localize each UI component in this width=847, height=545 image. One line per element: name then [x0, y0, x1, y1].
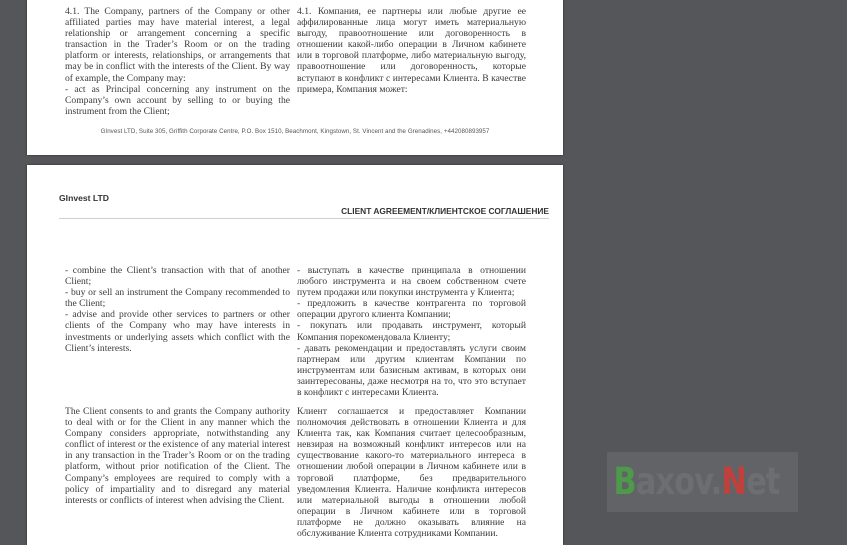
document-page-2	[27, 165, 563, 545]
section-4-1-russian	[297, 6, 526, 95]
watermark-letter-n: N	[721, 460, 747, 503]
list-item: - предложить в качестве контрагента по торговой операции другого клиента Компании;	[297, 298, 526, 321]
example-list-russian	[297, 265, 526, 398]
consent-paragraph-russian	[297, 406, 526, 539]
watermark-letter-b: B	[613, 460, 636, 503]
paragraph: - act as Principal concerning any instrument on the Company’s own account by selling to or buying the instrument from the Client;	[65, 83, 290, 117]
page-footer: GInvest LTD, Suite 305, Griffith Corporate Centre, P.O. Box 1510, Beachmont, Kingstown, St. Vincent and the Grenadines, +442080893957	[100, 128, 490, 135]
list-item: - advise and provide other services to partners or other clients of the Company who may have interests in investments or underlying assets which conflict with the Client’s interests.	[65, 309, 290, 354]
watermark-text-end: et	[746, 460, 780, 503]
watermark-text: axov.	[635, 460, 722, 503]
list-item: - давать рекомендации и предоставлять услуги своим партнерам или другим клиентам Компании по инструментам или базисным активам, в которых они заинтересованы, даже несмотря на то, что это вступает в конфликт с интересами Клиента.	[297, 342, 526, 399]
watermark-logo	[607, 452, 798, 512]
list-item: - выступать в качестве принципала в отношении любого инструмента и на своем собственном счете путем продажи или покупки инструмента у Клиента;	[297, 265, 526, 299]
consent-paragraph-english	[65, 406, 290, 506]
header-divider	[59, 218, 549, 219]
section-4-1-english	[65, 6, 290, 117]
list-item: - buy or sell an instrument the Company recommended to the Client;	[65, 287, 290, 310]
document-page-1	[27, 0, 563, 155]
paragraph: 4.1. Компания, ее партнеры или любые другие ее аффилированные лица могут иметь материальную выгоду, правоотношение или договоренность в отношении какой-либо операции в Личном кабинете или в торговой платформе, либо материальную выгоду, правоотношение или договоренность, которые вступают в конфликт с интересами Клиента. В качестве примера, Компания может:	[297, 6, 526, 95]
list-item: - combine the Client’s transaction with that of another Client;	[65, 265, 290, 288]
paragraph: Клиент соглашается и предоставляет Компании полномочия действовать в отношении Клиента и для Клиента так, как Компания считает целесообразным, невзирая на возможный конфликт интересов или на существование какого-то материального интереса в отношении любой операции в Личном кабинете или в торговой платформе, без предварительного уведомления Клиента. Наличие конфликта интересов или материальной выгоды в отношении любой операции в Личном кабинете или в торговой платформе не должно оказывать влияние на обслуживание Клиента сотрудниками Компании.	[297, 406, 526, 540]
list-item: - покупать или продавать инструмент, который Компания порекомендовала Клиенту;	[297, 320, 526, 343]
paragraph: 4.1. The Company, partners of the Company or other affiliated parties may have material interest, a legal relationship or arrangement concerning a specific transaction in the Trader’s Room or on the trading platform or interests, relationships, or arrangements that may be in conflict with the interests of the Client. By way of example, the Company may:	[65, 6, 290, 84]
company-name-header: GInvest LTD	[59, 193, 109, 203]
example-list-english	[65, 265, 290, 354]
document-title: CLIENT AGREEMENT/КЛИЕНТСКОЕ СОГЛАШЕНИЕ	[341, 206, 549, 216]
paragraph: The Client consents to and grants the Company authority to deal with or for the Client in any manner which the Company considers appropriate, notwithstanding any conflict of interest or the existence of any material interest in any transaction in the Trader’s Room or on the trading platform, without prior notification of the Client. The Company’s employees are required to comply with a policy of impartiality and to disregard any material interests or conflicts of interest when advising the Client.	[65, 406, 290, 506]
